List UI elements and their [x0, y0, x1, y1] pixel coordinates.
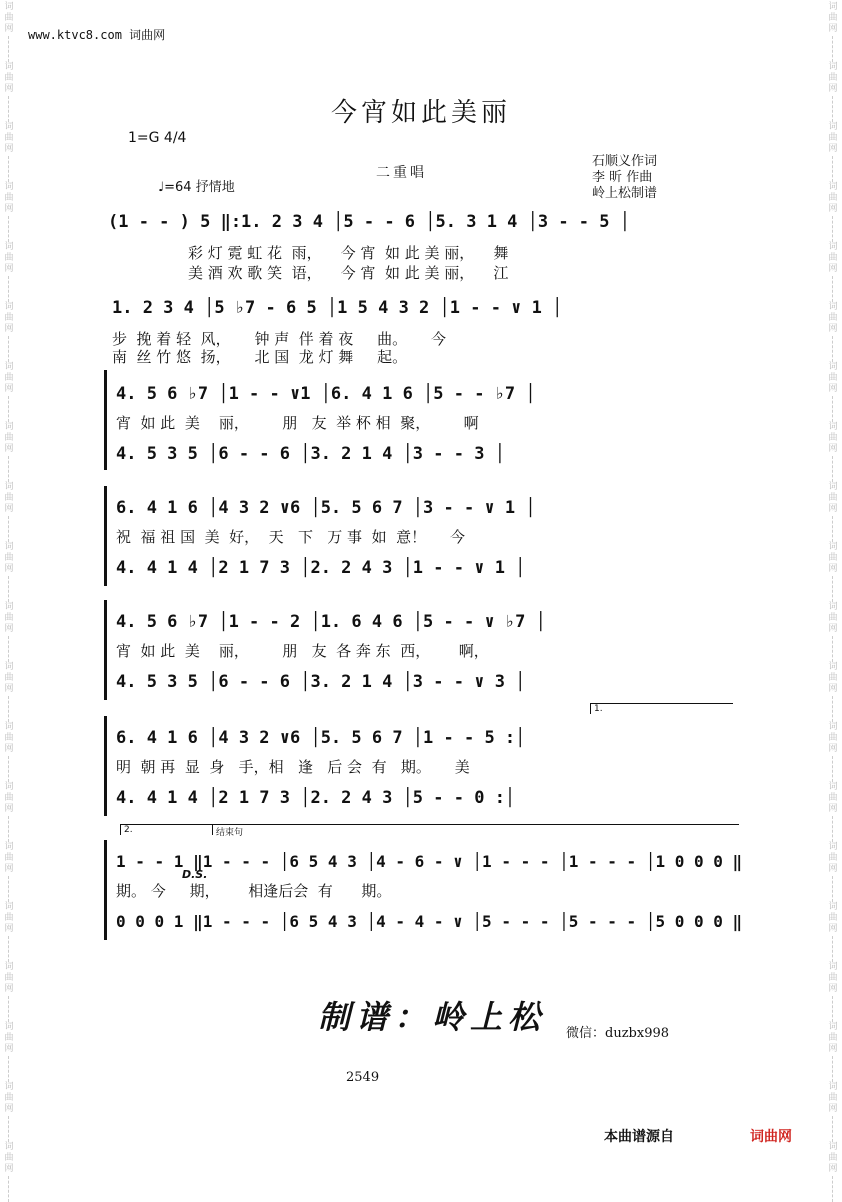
side-watermark-divider — [8, 396, 9, 422]
side-watermark-text: 词 曲 网 — [828, 302, 838, 334]
side-watermark-divider — [8, 156, 9, 182]
left-watermark-strip — [0, 0, 18, 1174]
side-watermark-text: 词 曲 网 — [828, 1082, 838, 1114]
system-1-lyrics-verse-2: 美 酒 欢 歌 笑 语， 今 宵 如 此 美 丽， 江 — [188, 264, 509, 282]
side-watermark-text: 词 曲 网 — [4, 662, 14, 694]
side-watermark-text: 词 曲 网 — [828, 1142, 838, 1174]
side-watermark-divider — [832, 1176, 833, 1202]
system-2-lyrics-verse-2: 南 丝 竹 悠 扬， 北 国 龙 灯 舞 起。 — [112, 348, 408, 366]
side-watermark-divider — [8, 1176, 9, 1202]
volta-2-bracket — [120, 824, 213, 835]
side-watermark-divider — [8, 636, 9, 662]
side-watermark-text: 词 曲 网 — [828, 602, 838, 634]
volta-1-bracket — [590, 703, 733, 714]
side-watermark-text: 词 曲 网 — [4, 182, 14, 214]
side-watermark-divider — [8, 816, 9, 842]
system-4-lower-notes: 4. 4 1 4 │2 1 7 3 │2. 2 4 3 │1 - - ∨ 1 │ — [116, 558, 526, 578]
side-watermark-text: 词 曲 网 — [828, 62, 838, 94]
side-watermark-divider — [832, 636, 833, 662]
system-7-upper-notes: 1 - - 1 ‖1 - - - │6 5 4 3 │4 - 6 - ∨ │1 - - - │1 - - - │1 0 0 0 ‖ — [116, 852, 743, 871]
side-watermark-text: 词 曲 网 — [828, 1022, 838, 1054]
transcriber-signature: 制谱：岭上松 — [318, 998, 547, 1036]
system-3-lower-notes: 4. 5 3 5 │6 - - 6 │3. 2 1 4 │3 - - 3 │ — [116, 444, 505, 464]
side-watermark-divider — [832, 396, 833, 422]
side-watermark-text: 词 曲 网 — [828, 422, 838, 454]
side-watermark-text: 词 曲 网 — [828, 242, 838, 274]
side-watermark-divider — [8, 36, 9, 62]
side-watermark-text: 词 曲 网 — [4, 782, 14, 814]
side-watermark-text: 词 曲 网 — [4, 722, 14, 754]
system-1-lyrics-verse-1: 彩 灯 霓 虹 花 雨， 今 宵 如 此 美 丽， 舞 — [188, 244, 509, 262]
side-watermark-text: 词 曲 网 — [828, 782, 838, 814]
system-7-lower-notes: 0 0 0 1 ‖1 - - - │6 5 4 3 │4 - 4 - ∨ │5 - - - │5 - - - │5 0 0 0 ‖ — [116, 912, 743, 931]
system-5-lyrics: 宵 如 此 美 丽， 朋 友 各 奔 东 西， 啊， — [116, 642, 489, 660]
side-watermark-text: 词 曲 网 — [828, 842, 838, 874]
source-site-link[interactable]: 词曲网 — [750, 1129, 792, 1145]
side-watermark-text: 词 曲 网 — [828, 722, 838, 754]
side-watermark-divider — [832, 876, 833, 902]
transcriber-credit: 岭上松制谱 — [592, 186, 658, 201]
side-watermark-text: 词 曲 网 — [4, 1142, 14, 1174]
side-watermark-text: 词 曲 网 — [828, 902, 838, 934]
side-watermark-text: 词 曲 网 — [828, 662, 838, 694]
system-5-bracket — [104, 600, 107, 700]
composer-credit: 李 昕 作曲 — [592, 170, 653, 185]
system-3-lyrics: 宵 如 此 美 丽， 朋 友 举 杯 相 聚， 啊 — [116, 414, 479, 432]
side-watermark-divider — [8, 216, 9, 242]
side-watermark-text: 词 曲 网 — [4, 302, 14, 334]
side-watermark-divider — [832, 336, 833, 362]
side-watermark-text: 词 曲 网 — [4, 542, 14, 574]
system-5-upper-notes: 4. 5 6 ♭7 │1 - - 2 │1. 6 4 6 │5 - - ∨ ♭7 │ — [116, 612, 546, 632]
side-watermark-divider — [8, 336, 9, 362]
side-watermark-divider — [8, 996, 9, 1022]
side-watermark-divider — [8, 696, 9, 722]
side-watermark-text: 词 曲 网 — [4, 1082, 14, 1114]
right-watermark-strip — [824, 0, 842, 1174]
system-6-lyrics: 明 朝 再 显 身 手，相 逢 后 会 有 期。 美 — [116, 758, 470, 776]
coda-label: 结束句 — [216, 828, 244, 838]
system-4-bracket — [104, 486, 107, 586]
side-watermark-divider — [8, 1056, 9, 1082]
system-5-lower-notes: 4. 5 3 5 │6 - - 6 │3. 2 1 4 │3 - - ∨ 3 │ — [116, 672, 526, 692]
side-watermark-divider — [832, 756, 833, 782]
side-watermark-divider — [832, 156, 833, 182]
system-6-upper-notes: 6. 4 1 6 │4 3 2 ∨6 │5. 5 6 7 │1 - - 5 :│ — [116, 728, 526, 748]
side-watermark-divider — [8, 516, 9, 542]
side-watermark-divider — [8, 756, 9, 782]
side-watermark-divider — [832, 216, 833, 242]
side-watermark-divider — [8, 576, 9, 602]
side-watermark-divider — [832, 456, 833, 482]
system-4-upper-notes: 6. 4 1 6 │4 3 2 ∨6 │5. 5 6 7 │3 - - ∨ 1 │ — [116, 498, 536, 518]
side-watermark-divider — [8, 456, 9, 482]
system-2-notes: 1. 2 3 4 │5 ♭7 - 6 5 │1 5 4 3 2 │1 - - ∨ 1 │ — [112, 298, 563, 318]
side-watermark-divider — [832, 696, 833, 722]
system-7-lyrics: 期。 今 期， 相逢后会 有 期。 — [116, 882, 392, 900]
side-watermark-text: 词 曲 网 — [828, 962, 838, 994]
side-watermark-divider — [832, 936, 833, 962]
duet-label: 二重唱 — [376, 165, 427, 181]
side-watermark-divider — [8, 936, 9, 962]
site-url[interactable]: www.ktvc8.com 词曲网 — [28, 28, 166, 42]
side-watermark-text: 词 曲 网 — [4, 2, 14, 34]
system-4-lyrics: 祝 福 祖 国 美 好， 天 下 万 事 如 意！ 今 — [116, 528, 465, 546]
wechat-contact: 微信：duzbx998 — [566, 1026, 670, 1041]
side-watermark-text: 词 曲 网 — [828, 122, 838, 154]
side-watermark-text: 词 曲 网 — [4, 242, 14, 274]
side-watermark-text: 词 曲 网 — [828, 542, 838, 574]
coda-bracket — [212, 824, 739, 835]
dal-segno-mark: D.S. — [182, 868, 208, 881]
side-watermark-text: 词 曲 网 — [828, 2, 838, 34]
side-watermark-divider — [832, 816, 833, 842]
lyricist-credit: 石顺义作词 — [592, 154, 658, 169]
system-6-bracket — [104, 716, 107, 816]
side-watermark-text: 词 曲 网 — [4, 902, 14, 934]
side-watermark-text: 词 曲 网 — [4, 62, 14, 94]
side-watermark-text: 词 曲 网 — [4, 482, 14, 514]
system-3-upper-notes: 4. 5 6 ♭7 │1 - - ∨1 │6. 4 1 6 │5 - - ♭7 │ — [116, 384, 536, 404]
side-watermark-text: 词 曲 网 — [828, 482, 838, 514]
side-watermark-text: 词 曲 网 — [4, 122, 14, 154]
side-watermark-text: 词 曲 网 — [4, 362, 14, 394]
system-3-bracket — [104, 370, 107, 470]
system-1-notes: (1 - - ) 5 ‖:1. 2 3 4 │5 - - 6 │5. 3 1 4 │3 - - 5 │ — [108, 212, 630, 232]
page-number: 2549 — [346, 1070, 380, 1085]
side-watermark-text: 词 曲 网 — [4, 602, 14, 634]
volta-1-label: 1. — [594, 704, 603, 714]
side-watermark-text: 词 曲 网 — [4, 962, 14, 994]
side-watermark-text: 词 曲 网 — [828, 182, 838, 214]
volta-2-label: 2. — [124, 825, 133, 835]
side-watermark-text: 词 曲 网 — [4, 422, 14, 454]
system-7-bracket — [104, 840, 107, 940]
side-watermark-text: 词 曲 网 — [4, 842, 14, 874]
side-watermark-divider — [832, 996, 833, 1022]
side-watermark-divider — [832, 36, 833, 62]
song-title: 今宵如此美丽 — [330, 98, 511, 128]
source-label: 本曲谱源自 — [604, 1129, 674, 1145]
side-watermark-divider — [832, 276, 833, 302]
side-watermark-divider — [8, 276, 9, 302]
system-6-lower-notes: 4. 4 1 4 │2 1 7 3 │2. 2 4 3 │5 - - 0 :│ — [116, 788, 516, 808]
side-watermark-text: 词 曲 网 — [828, 362, 838, 394]
tempo-marking: ♩=64 抒情地 — [158, 180, 235, 195]
side-watermark-divider — [8, 876, 9, 902]
key-signature: 1=G 4/4 — [128, 130, 187, 146]
side-watermark-text: 词 曲 网 — [4, 1022, 14, 1054]
side-watermark-divider — [832, 516, 833, 542]
side-watermark-divider — [832, 576, 833, 602]
side-watermark-divider — [832, 1116, 833, 1142]
side-watermark-divider — [8, 1116, 9, 1142]
side-watermark-divider — [832, 1056, 833, 1082]
system-2-lyrics-verse-1: 步 挽 着 轻 风， 钟 声 伴 着 夜 曲。 今 — [112, 330, 446, 348]
